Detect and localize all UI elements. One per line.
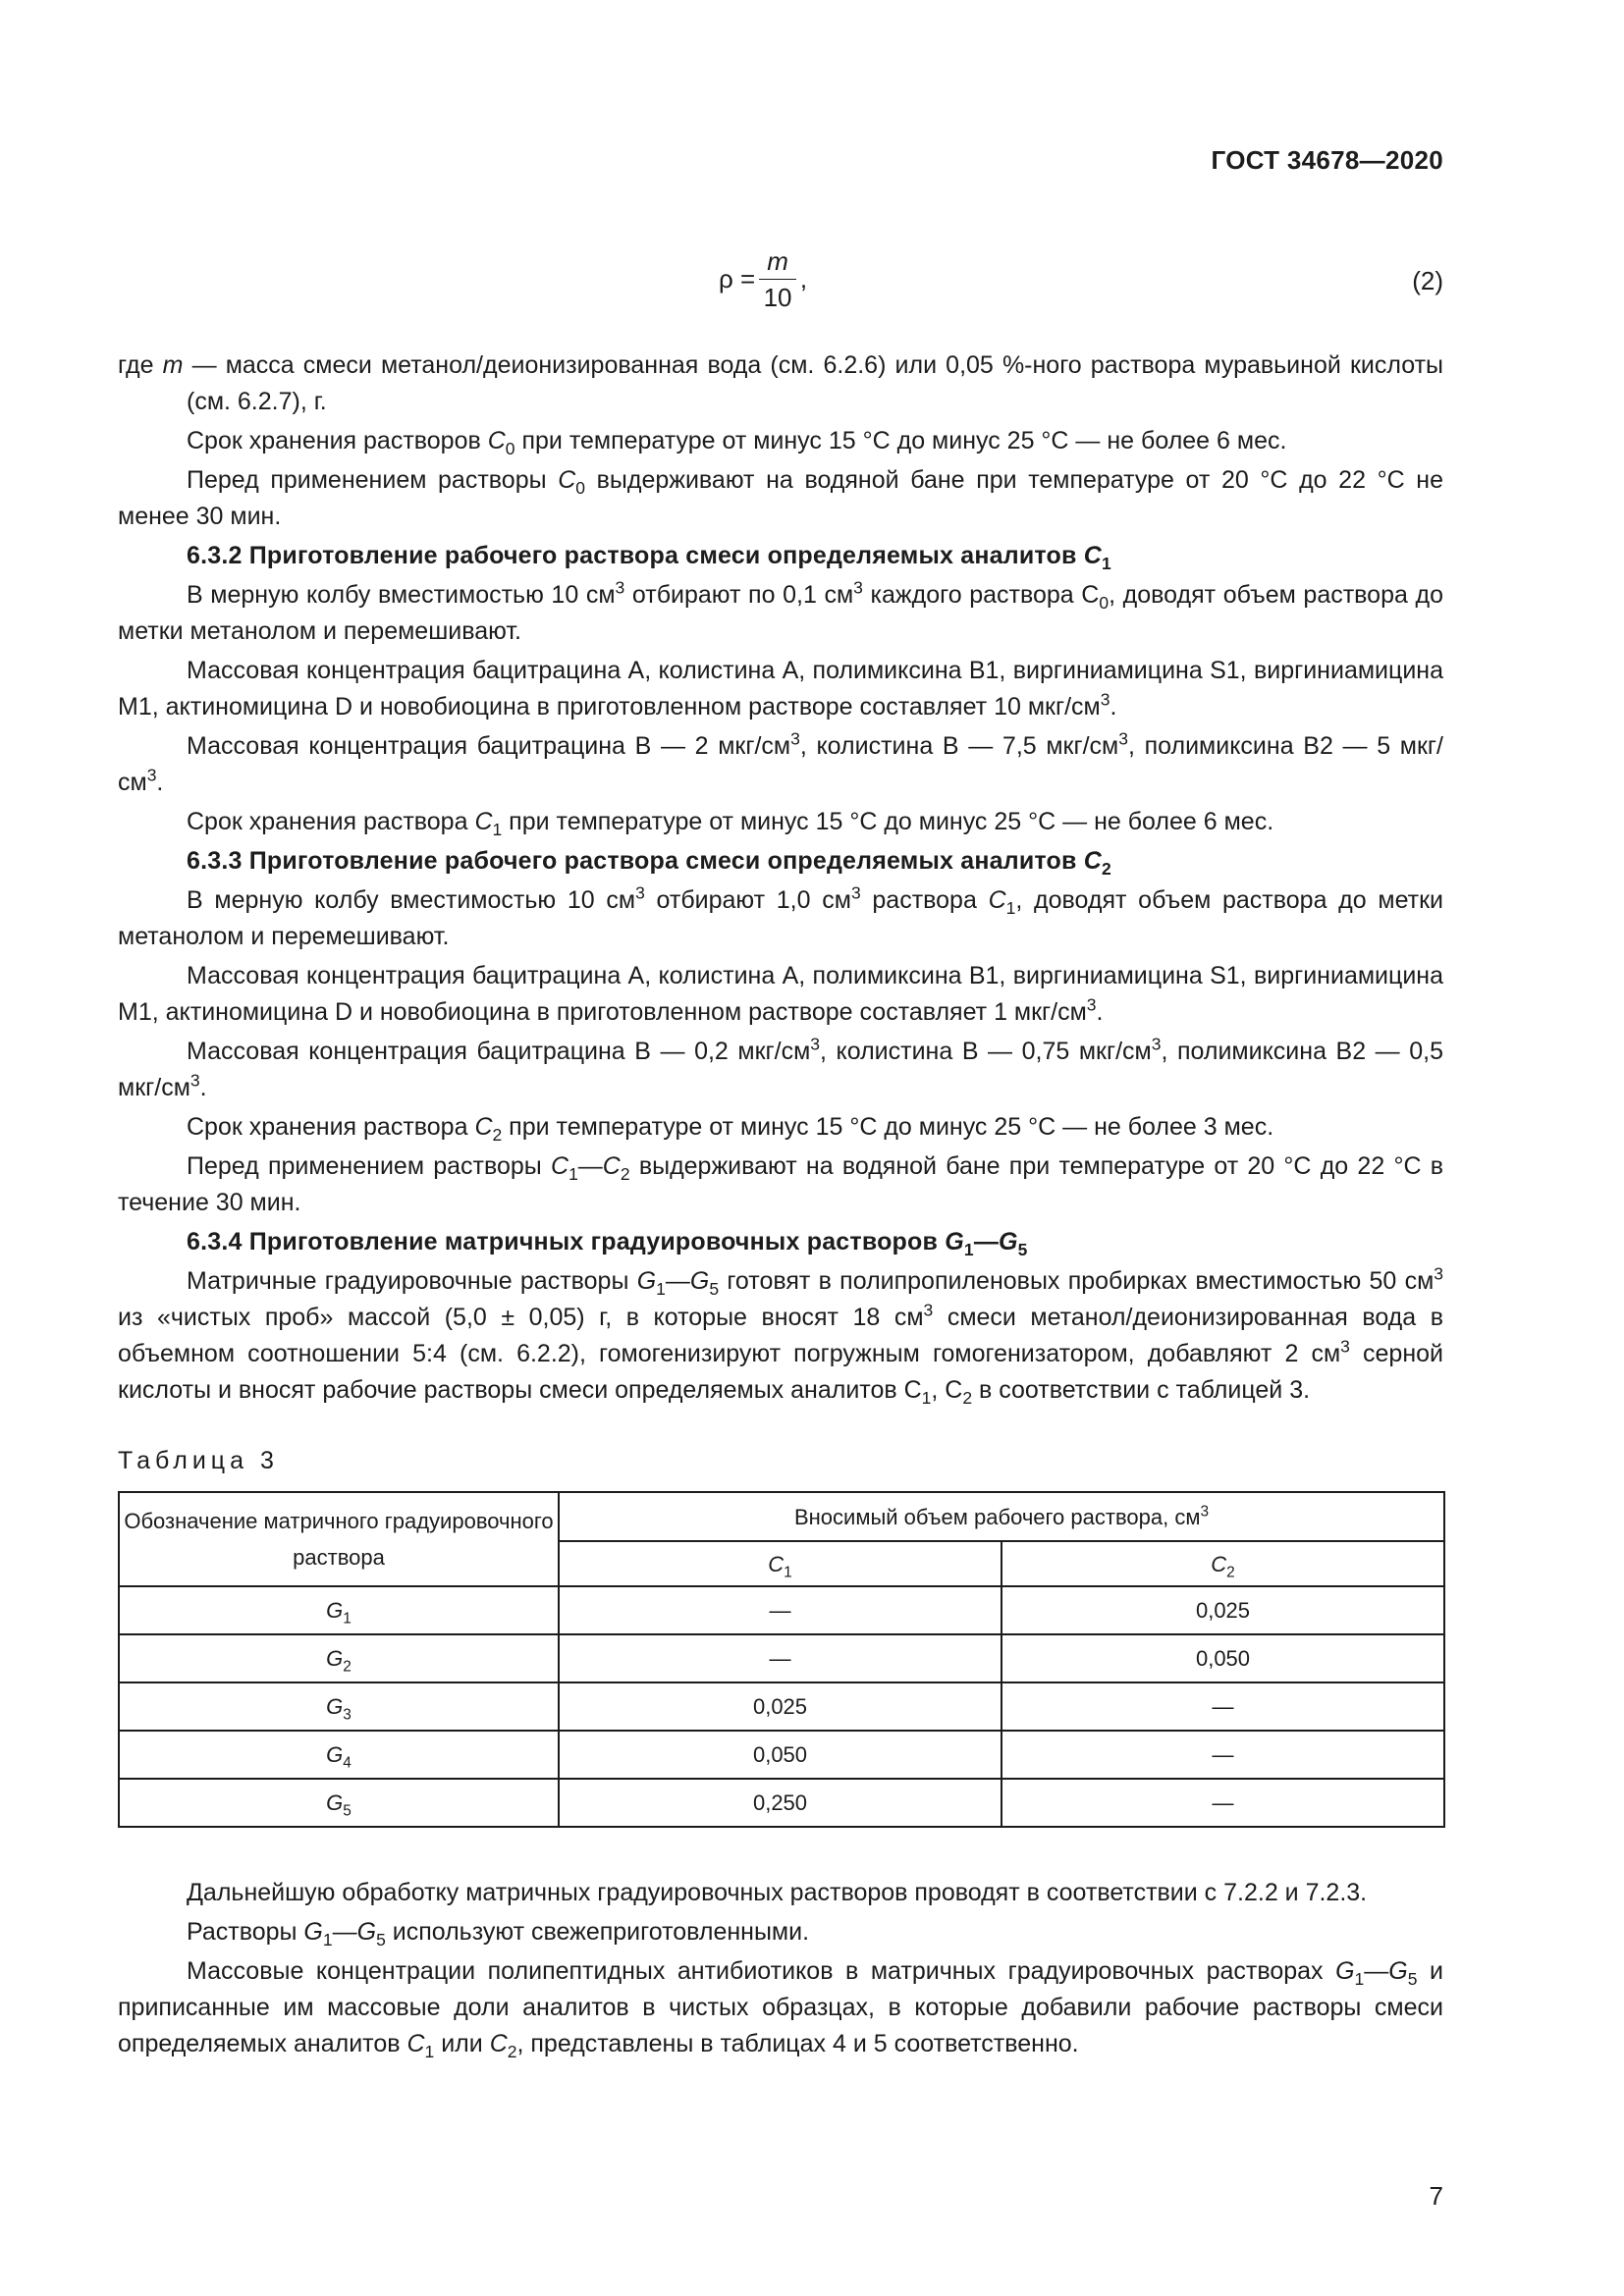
table-header-c2: $C_2$ xyxy=(1001,1541,1444,1586)
formula-numerator: m xyxy=(759,245,796,280)
table-row xyxy=(119,1634,1444,1682)
standard-designation: ГОСТ 34678—2020 xyxy=(1211,145,1443,175)
table-row xyxy=(119,1731,1444,1779)
formula-explanation: где m — масса смеси метанол/деионизированная вода (см. 6.2.6) или 0,05 %-ного раствора муравьиной кислоты (см. 6.2.7), г. xyxy=(118,351,1443,415)
table-header-volume: Вносимый объем рабочего раствора, $см^3$ xyxy=(559,1492,1444,1541)
table-cell-c1: — xyxy=(559,1634,1001,1682)
section-heading-6-3-4: 6.3.4 Приготовление матричных градуировочных растворов $G_1—G_5$ xyxy=(187,1228,1028,1260)
paragraph-prep-g1-g5: Матричные градуировочные растворы $G_1—G_5$ готовят в полипропиленовых пробирках вместимостью 50 $см^3$ из «чистых проб» массой (5,0 ± 0,05) г, в которые вносят 18 $см^3$ смеси метанол/деионизированная вода в объемном соотношении 5:4 (см. 6.2.2), гомогенизируют погружным гомогенизатором, добавляют 2 $см^3$ серной кислоты и вносят рабочие растворы смеси определяемых аналитов $С_1$, $С_2$ в соответствии с таблицей 3. xyxy=(118,1263,1444,1409)
formula-number: (2) xyxy=(1412,266,1443,295)
table-cell-c1: 0,250 xyxy=(559,1779,1001,1827)
page-number: 7 xyxy=(1429,2181,1443,2211)
formula-block xyxy=(118,245,1443,318)
table-caption: Таблица 3 xyxy=(118,1447,279,1474)
paragraph-prep-c2: В мерную колбу вместимостью 10 $см^3$ отбирают 1,0 $см^3$ раствора $C_1$, доводят объем раствора до метки метанолом и перемешивают. xyxy=(118,882,1444,950)
paragraph-before-use-c1-c2: Перед применением растворы $C_1—C_2$ выдерживают на водяной бане при температуре от 20 °С до 22 °С в течение 30 мин. xyxy=(118,1152,1444,1216)
table-cell-solution: $G_5$ xyxy=(119,1779,559,1827)
paragraph-storage-c1: Срок хранения раствора $C_1$ при температуре от минус 15 °С до минус 25 °С — не более 6 мес. xyxy=(187,808,1274,840)
table-header-row xyxy=(119,1492,1444,1541)
table-header-designation: Обозначение матричного градуировочного раствора xyxy=(119,1492,559,1586)
formula-denominator: 10 xyxy=(763,283,792,312)
paragraph-fresh-solutions: Растворы $G_1—G_5$ используют свежеприготовленными. xyxy=(187,1918,810,1950)
table-3 xyxy=(118,1491,1445,1828)
table-cell-solution: $G_3$ xyxy=(119,1682,559,1731)
table-row xyxy=(119,1682,1444,1731)
table-cell-solution: $G_1$ xyxy=(119,1586,559,1634)
table-cell-c2: 0,025 xyxy=(1001,1586,1444,1634)
table-cell-c2: — xyxy=(1001,1779,1444,1827)
paragraph-mass-concentrations: Массовые концентрации полипептидных антибиотиков в матричных градуировочных растворах $G_1—G_5$ и приписанные им массовые доли аналитов в чистых образцах, в которые добавили рабочие растворы смеси определяемых аналитов $C_1$ или $C_2$, представлены в таблицах 4 и 5 соответственно. xyxy=(118,1957,1443,2062)
table-cell-c2: 0,050 xyxy=(1001,1634,1444,1682)
paragraph-storage-c0: Срок хранения растворов $C_0$ при температуре от минус 15 °С до минус 25 °С — не более 6 мес. xyxy=(187,427,1287,459)
paragraph-further-processing: Дальнейшую обработку матричных градуировочных растворов проводят в соответствии с 7.2.2 и 7.2.3. xyxy=(187,1879,1368,1906)
table-cell-c1: — xyxy=(559,1586,1001,1634)
table-cell-c2: — xyxy=(1001,1682,1444,1731)
formula-fraction xyxy=(759,245,796,313)
table-cell-c1: 0,050 xyxy=(559,1731,1001,1779)
page-body xyxy=(118,245,1443,2065)
paragraph-concentration-c2: Массовая концентрация бацитрацина А, колистина А, полимиксина В1, виргиниамицина S1, виргиниамицина М1, актиномицина D и новобиоцина в приготовленном растворе составляет 1 мкг/$см^3$. xyxy=(118,962,1443,1026)
paragraph-concentration-c1-b: Массовая концентрация бацитрацина В — 2 мкг/$см^3$, колистина В — 7,5 мкг/$см^3$, полимиксина В2 — 5 мкг/$см^3$. xyxy=(118,728,1443,796)
table-cell-c2: — xyxy=(1001,1731,1444,1779)
table-row xyxy=(119,1779,1444,1827)
paragraph-concentration-c1: Массовая концентрация бацитрацина А, колистина А, полимиксина В1, виргиниамицина S1, виргиниамицина М1, актиномицина D и новобиоцина в приготовленном растворе составляет 10 мкг/$см^3$. xyxy=(118,657,1443,721)
paragraph-concentration-c2-b: Массовая концентрация бацитрацина В — 0,2 мкг/$см^3$, колистина В — 0,75 мкг/$см^3$, полимиксина В2 — 0,5 мкг/$см^3$. xyxy=(118,1034,1443,1101)
table-cell-solution: $G_2$ xyxy=(119,1634,559,1682)
table-header-c1: $C_1$ xyxy=(559,1541,1001,1586)
paragraph-storage-c2: Срок хранения раствора $C_2$ при температуре от минус 15 °С до минус 25 °С — не более 3 мес. xyxy=(187,1113,1274,1146)
table-cell-c1: 0,025 xyxy=(559,1682,1001,1731)
section-heading-6-3-3: 6.3.3 Приготовление рабочего раствора смеси определяемых аналитов $C_2$ xyxy=(187,847,1111,880)
table-row xyxy=(119,1586,1444,1634)
table-cell-solution: $G_4$ xyxy=(119,1731,559,1779)
paragraph-before-use-c0: Перед применением растворы $C_0$ выдерживают на водяной бане при температуре от 20 °С до 22 °С не менее 30 мин. xyxy=(118,466,1443,530)
density-formula xyxy=(719,245,807,313)
section-heading-6-3-2: 6.3.2 Приготовление рабочего раствора смеси определяемых аналитов $C_1$ xyxy=(187,542,1111,574)
formula-tail: , xyxy=(799,264,808,294)
paragraph-prep-c1: В мерную колбу вместимостью 10 $см^3$ отбирают по 0,1 $см^3$ каждого раствора $С_0$, доводят объем раствора до метки метанолом и перемешивают. xyxy=(118,577,1443,645)
formula-lhs: ρ = xyxy=(719,264,756,294)
